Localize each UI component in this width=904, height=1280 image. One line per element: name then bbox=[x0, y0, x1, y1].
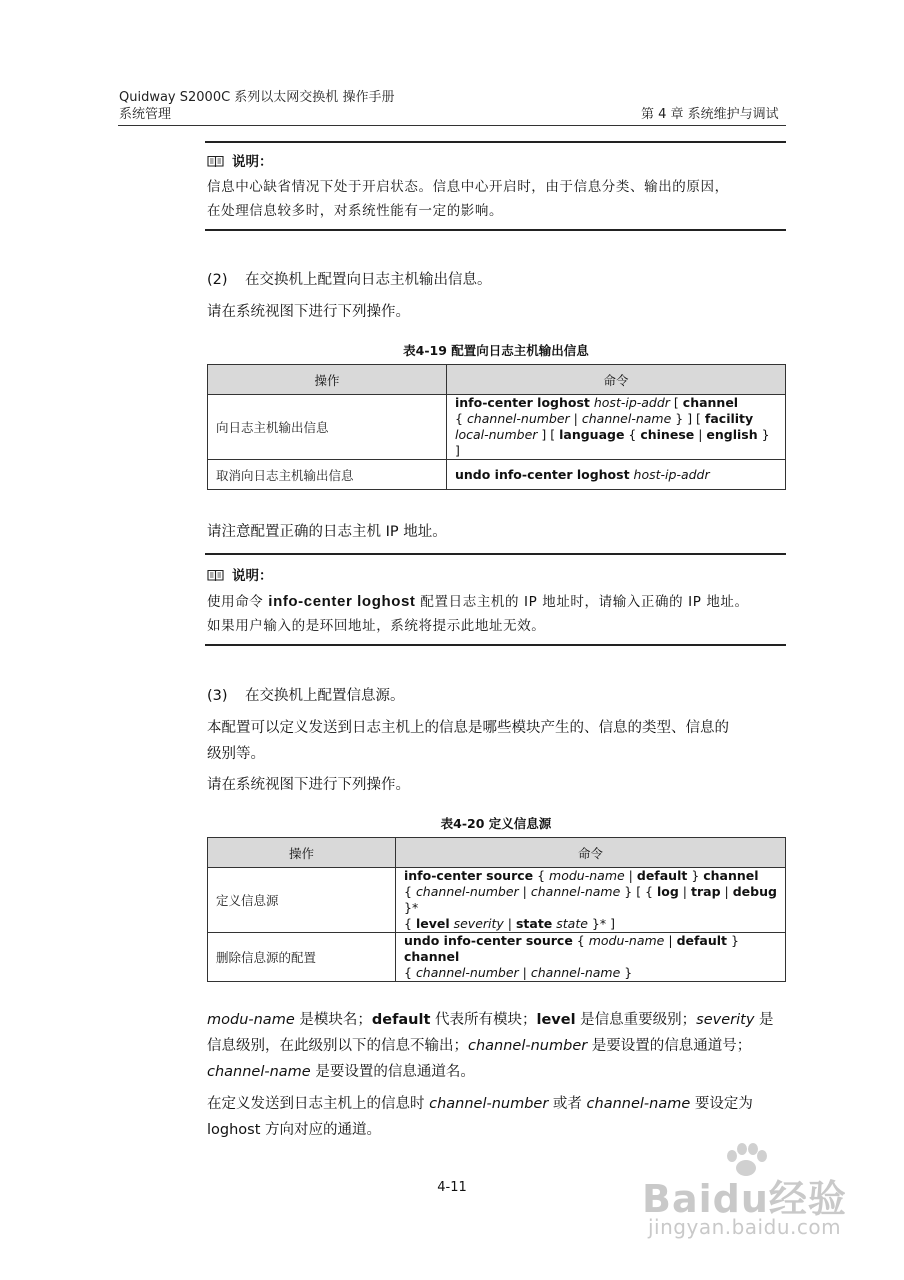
cmd-syntax: } bbox=[620, 965, 633, 980]
explain-line bbox=[207, 1007, 789, 1033]
section-title: 系统管理 bbox=[119, 107, 172, 122]
cmd-param: channel-number bbox=[466, 411, 570, 426]
note-heading bbox=[207, 564, 273, 584]
cmd-param: channel-number bbox=[415, 884, 519, 899]
note-line bbox=[207, 590, 749, 614]
table-caption: 表4-19 配置向日志主机输出信息 bbox=[403, 343, 589, 358]
step-description bbox=[207, 715, 787, 767]
keyword-term: level bbox=[536, 1012, 576, 1028]
step-text: 在交换机上配置向日志主机输出信息。 bbox=[245, 272, 492, 288]
operation-cell: 取消向日志主机输出信息 bbox=[208, 460, 447, 490]
note-body bbox=[207, 175, 729, 223]
note-body bbox=[207, 590, 749, 638]
note-line: 在处理信息较多时，对系统性能有一定的影响。 bbox=[207, 203, 504, 219]
cmd-keyword: info-center loghost bbox=[455, 395, 590, 410]
parameter-explanation bbox=[207, 1007, 789, 1085]
ip-reminder: 请注意配置正确的日志主机 IP 地址。 bbox=[207, 524, 447, 540]
explain-text: 是要设置的信息通道号； bbox=[587, 1038, 752, 1054]
explain-text: 是 bbox=[754, 1012, 774, 1028]
step-number: (3) bbox=[207, 688, 228, 704]
cmd-syntax: | bbox=[518, 965, 531, 980]
cmd-syntax: { bbox=[455, 411, 467, 426]
table-row bbox=[208, 933, 786, 982]
cmd-param: local-number bbox=[455, 427, 538, 442]
explain-text: 在定义发送到日志主机上的信息时 bbox=[207, 1096, 430, 1112]
param-term: channel-name bbox=[586, 1096, 691, 1112]
cmd-syntax: } ] bbox=[455, 427, 770, 458]
watermark-url: jingyan.baidu.com bbox=[648, 1215, 842, 1239]
note-line: 如果用户输入的是环回地址，系统将提示此地址无效。 bbox=[207, 618, 546, 634]
command-cell bbox=[396, 868, 786, 933]
book-icon bbox=[207, 155, 224, 167]
cmd-param: channel-name bbox=[581, 411, 672, 426]
param-term: channel-number bbox=[468, 1038, 588, 1054]
cmd-syntax: | bbox=[624, 868, 637, 883]
cmd-keyword: english bbox=[706, 427, 758, 442]
cmd-keyword: undo info-center source bbox=[404, 933, 573, 948]
note-top-rule bbox=[205, 553, 786, 555]
command-cell bbox=[396, 933, 786, 982]
manual-title: Quidway S2000C 系列以太网交换机 操作手册 bbox=[119, 90, 395, 105]
explain-line bbox=[207, 1091, 789, 1117]
cmd-syntax: ] [ bbox=[537, 427, 560, 442]
note-heading-label: 说明： bbox=[232, 568, 273, 584]
channel-explanation bbox=[207, 1091, 789, 1143]
explain-text: 要设定为 bbox=[690, 1096, 753, 1112]
cmd-syntax: [ bbox=[669, 395, 683, 410]
cmd-param: modu-name bbox=[549, 868, 625, 883]
description-line: 本配置可以定义发送到日志主机上的信息是哪些模块产生的、信息的类型、信息的 bbox=[207, 720, 729, 736]
note-line: 信息中心缺省情况下处于开启状态。信息中心开启时，由于信息分类、输出的原因， bbox=[207, 179, 729, 195]
table-header-row bbox=[208, 365, 786, 395]
cmd-syntax: { bbox=[533, 868, 550, 883]
cmd-param: host-ip-addr bbox=[589, 395, 670, 410]
command-cell bbox=[447, 460, 786, 490]
cmd-param: host-ip-addr bbox=[629, 466, 710, 482]
cmd-syntax: | bbox=[569, 411, 582, 426]
chapter-title: 第 4 章 系统维护与调试 bbox=[641, 107, 779, 122]
cmd-syntax: | bbox=[678, 884, 691, 899]
operation-cell: 向日志主机输出信息 bbox=[208, 395, 447, 460]
cmd-keyword: default bbox=[636, 868, 688, 883]
note-bottom-rule bbox=[205, 644, 786, 646]
cmd-syntax: | bbox=[720, 884, 733, 899]
cmd-keyword: facility bbox=[704, 411, 754, 426]
explain-line bbox=[207, 1033, 789, 1059]
cmd-syntax: | bbox=[664, 933, 677, 948]
cmd-keyword: trap bbox=[691, 884, 721, 899]
step-heading bbox=[207, 683, 405, 709]
param-term: channel-name bbox=[207, 1064, 311, 1080]
cmd-syntax: { bbox=[572, 933, 589, 948]
explain-text: 是要设置的信息通道名。 bbox=[310, 1064, 475, 1080]
cmd-syntax: }* ] bbox=[587, 916, 615, 931]
column-header: 命令 bbox=[396, 838, 786, 868]
description-line: 级别等。 bbox=[207, 746, 265, 762]
instruction: 请在系统视图下进行下列操作。 bbox=[207, 777, 410, 793]
cmd-keyword: channel bbox=[703, 868, 759, 883]
cmd-syntax: | bbox=[694, 427, 707, 442]
param-term: modu-name bbox=[207, 1012, 295, 1028]
note-heading-label: 说明： bbox=[232, 154, 273, 170]
cmd-syntax: } bbox=[687, 868, 704, 883]
cmd-syntax: { bbox=[404, 884, 416, 899]
table-row bbox=[208, 460, 786, 490]
note-bottom-rule bbox=[205, 229, 786, 231]
column-header: 命令 bbox=[447, 365, 786, 395]
operation-cell: 删除信息源的配置 bbox=[208, 933, 396, 982]
cmd-keyword: info-center source bbox=[404, 868, 534, 883]
watermark-logo: Baidu经验 bbox=[642, 1177, 847, 1221]
explain-text: 或者 bbox=[548, 1096, 587, 1112]
column-header: 操作 bbox=[208, 365, 447, 395]
note-top-rule bbox=[205, 141, 786, 143]
cmd-param: channel-name bbox=[530, 965, 621, 980]
cmd-param: channel-name bbox=[530, 884, 621, 899]
explain-line bbox=[207, 1059, 789, 1085]
table-row bbox=[208, 395, 786, 460]
cmd-syntax: { bbox=[404, 965, 416, 980]
explain-text: 信息级别，在此级别以下的信息不输出； bbox=[207, 1038, 468, 1054]
cmd-keyword: default bbox=[676, 933, 728, 948]
note-heading bbox=[207, 150, 273, 170]
explain-text: 代表所有模块； bbox=[430, 1012, 537, 1028]
table-caption: 表4-20 定义信息源 bbox=[440, 816, 552, 831]
cmd-param: channel-number bbox=[415, 965, 519, 980]
table-header-row bbox=[208, 838, 786, 868]
cmd-syntax: }* bbox=[404, 900, 419, 915]
explain-text: 是信息重要级别； bbox=[575, 1012, 697, 1028]
note-text-span: 使用命令 bbox=[207, 594, 269, 610]
step-heading bbox=[207, 267, 492, 293]
command-table-loghost bbox=[207, 364, 786, 490]
cmd-syntax: } bbox=[727, 933, 739, 948]
cmd-keyword: undo info-center loghost bbox=[455, 466, 630, 482]
instruction: 请在系统视图下进行下列操作。 bbox=[207, 304, 410, 320]
header-divider bbox=[118, 125, 786, 126]
cmd-keyword: level bbox=[415, 916, 450, 931]
cmd-param: modu-name bbox=[588, 933, 665, 948]
cmd-keyword: channel bbox=[682, 395, 739, 410]
book-icon bbox=[207, 569, 224, 581]
keyword-term: default bbox=[371, 1012, 431, 1028]
command-cell bbox=[447, 395, 786, 460]
cmd-syntax: { bbox=[404, 916, 416, 931]
cmd-syntax: | bbox=[503, 916, 516, 931]
step-text: 在交换机上配置信息源。 bbox=[245, 688, 405, 704]
paw-icon bbox=[716, 1140, 776, 1180]
cmd-param: state bbox=[552, 916, 588, 931]
operation-cell: 定义信息源 bbox=[208, 868, 396, 933]
cmd-keyword: state bbox=[515, 916, 553, 931]
cmd-keyword: language bbox=[559, 427, 625, 442]
cmd-keyword: channel bbox=[404, 949, 460, 964]
explain-text: 是模块名； bbox=[294, 1012, 372, 1028]
cmd-syntax: } [ { bbox=[620, 884, 657, 899]
note-text-span: 配置日志主机的 IP 地址时，请输入正确的 IP 地址。 bbox=[415, 594, 749, 610]
cmd-syntax: } ] [ bbox=[671, 411, 705, 426]
table-row bbox=[208, 868, 786, 933]
param-term: channel-number bbox=[429, 1096, 549, 1112]
explain-line: loghost 方向对应的通道。 bbox=[207, 1122, 382, 1138]
cmd-keyword: debug bbox=[732, 884, 777, 899]
param-term: severity bbox=[696, 1012, 755, 1028]
cmd-keyword: chinese bbox=[640, 427, 695, 442]
command-table-source bbox=[207, 837, 786, 982]
column-header: 操作 bbox=[208, 838, 396, 868]
cmd-syntax: | bbox=[518, 884, 531, 899]
step-number: (2) bbox=[207, 272, 228, 288]
cmd-keyword: log bbox=[657, 884, 679, 899]
cmd-param: severity bbox=[449, 916, 504, 931]
page-number: 4-11 bbox=[437, 1180, 467, 1195]
cmd-syntax: { bbox=[624, 427, 641, 442]
note-command: info-center loghost bbox=[268, 593, 416, 610]
